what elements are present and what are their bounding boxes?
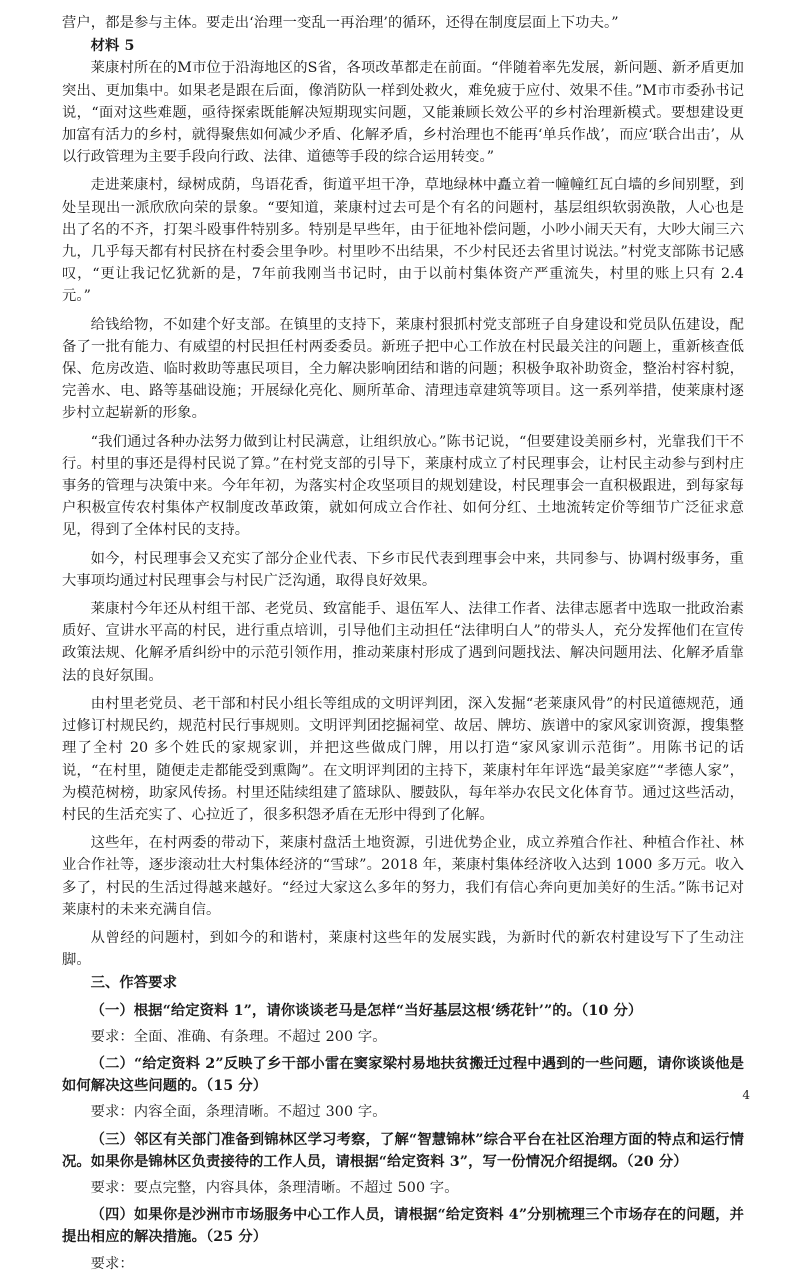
material-5-paragraph-7: 由村里老党员、老干部和村民小组长等组成的文明评判团，深入发掘“老莱康风骨”的村民道德规范，通过修订村规民约，规范村民行事规则。文明评判团挖掘祠堂、故居、牌坊、族谱中的家风家训资源，搜集整理了全村 20 多个姓氏的家规家训，并把这些做成门牌，用以打造“家风家训示范街”。用陈书记的话说，“在村里，随便走走都能受到熏陶”。在文明评判团的主持下，莱康村年年评选“最美家庭”“孝德人家”，为模范树榜，助家风传扬。村里还陆续组建了篮球队、腰鼓队，每年举办农民文化体育节。通过这些活动，村民的生活充实了、心拉近了，很多积怨矛盾在无形中得到了化解。 [62, 695, 744, 823]
material-5-paragraph-2: 走进莱康村，绿树成荫，鸟语花香，街道平坦干净，草地绿林中矗立着一幢幢红瓦白墙的乡间别墅，到处呈现出一派欣欣向荣的景象。“要知道，莱康村过去可是个有名的问题村，基层组织软弱涣散，人心也是出了名的不齐，打架斗殴事件特别多。特别是早些年，由于征地补偿问题，小吵小闹天天有，大吵大闹三六九，几乎每天都有村民挤在村委会里争吵。村里吵不出结果，不少村民还去省里讨说法。”村党支部陈书记感叹，“更让我记忆犹新的是，7年前我刚当书记时，由于以前村集体资产严重流失，村里的账上只有 2.4 元。” [62, 177, 744, 305]
answer-requirements [62, 1000, 744, 1275]
material-5-body [62, 57, 744, 971]
question-2-requirement: 要求：内容全面，条理清晰。不超过 300 字。 [90, 1104, 387, 1121]
material-5-paragraph-8: 这些年，在村两委的带动下，莱康村盘活土地资源，引进优势企业，成立养殖合作社、种植合作社、林业合作社等，逐步滚动壮大村集体经济的“雪球”。2018 年，莱康村集体经济收入达到 1000 多万元。收入多了，村民的生活过得越来越好。“经过大家这么多年的努力，我们有信心奔向更加美好的生活。”陈书记对莱康村的未来充满自信。 [62, 835, 744, 918]
material-5-heading: 材料 5 [90, 38, 135, 55]
material-5-paragraph-6: 莱康村今年还从村组干部、老党员、致富能手、退伍军人、法律工作者、法律志愿者中选取一批政治素质好、宣讲水平高的村民，进行重点培训，引导他们主动担任“法律明白人”的带头人，充分发挥他们在宣传政策法规、化解矛盾纠纷中的示范引领作用，推动莱康村形成了遇到问题找法、解决问题用法、化解矛盾靠法的良好氛围。 [62, 601, 744, 684]
material-5-paragraph-4: “我们通过各种办法努力做到让村民满意，让组织放心。”陈书记说，“但要建设美丽乡村，光靠我们干不行。村里的事还是得村民说了算。”在村党支部的引导下，莱康村成立了村民理事会，让村民主动参与到村庄事务的管理与决策中来。今年年初，为落实村企攻坚项目的规划建设，村民理事会一直积极跟进，到每家每户积极宣传农村集体产权制度改革政策，就如何成立合作社、如何分红、土地流转定价等细节广泛征求意见，得到了全体村民的支持。 [62, 433, 744, 539]
question-3-requirement: 要求：要点完整，内容具体，条理清晰。不超过 500 字。 [90, 1179, 459, 1196]
material-5-paragraph-3: 给钱给物，不如建个好支部。在镇里的支持下，莱康村狠抓村党支部班子自身建设和党员队伍建设，配备了一批有能力、有威望的村民担任村两委委员。新班子把中心工作放在村民最关注的问题上，重新核查低保、危房改造、临时救助等惠民项目，全力解决影响团结和谐的问题；积极争取补助资金，整治村容村貌，完善水、电、路等基础设施；开展绿化亮化、厕所革命、清理违章建筑等项目。这一系列举措，使莱康村逐步村立起崭新的形象。 [62, 316, 744, 422]
intro-fragment: 营户，都是参与主体。要走出‘治理一变乱一再治理’的循环，还得在制度层面上下功夫。” [62, 15, 619, 31]
material-5-paragraph-5: 如今，村民理事会又充实了部分企业代表、下乡市民代表到理事会中来，共同参与、协调村级事务，重大事项均通过村民理事会与村民广泛沟通，取得良好效果。 [62, 550, 744, 589]
page-number: 4 [742, 1088, 750, 1102]
question-4-prompt: （四）如果你是沙洲市市场服务中心工作人员，请根据“给定资料 4”分别梳理三个市场存在的问题，并提出相应的解决措施。（25 分） [62, 1207, 744, 1246]
question-2-prompt: （二）“给定资料 2”反映了乡干部小雷在窦家梁村易地扶贫搬迁过程中遇到的一些问题，请你谈谈他是如何解决这些问题的。（15 分） [62, 1055, 744, 1095]
section-3-heading: 三、作答要求 [90, 975, 177, 992]
material-5-paragraph-9: 从曾经的问题村，到如今的和谐村，莱康村这些年的发展实践，为新时代的新农村建设写下了生动注脚。 [62, 929, 744, 969]
question-1-requirement: 要求：全面、准确、有条理。不超过 200 字。 [90, 1028, 387, 1045]
question-1-prompt: （一）根据“给定资料 1”，请你谈谈老马是怎样“当好基层这根‘绣花针’”的。（10 分） [90, 1002, 643, 1019]
material-5-paragraph-1: 莱康村所在的M市位于沿海地区的S省，各项改革都走在前面。“伴随着率先发展，新问题、新矛盾更加突出、更加集中。如果老是跟在后面，像消防队一样到处救火，难免疲于应付、效果不佳。”M市市委孙书记说，“面对这些难题，亟待探索既能解决短期现实问题，又能兼顾长效公平的乡村治理新模式。要想建设更加富有活力的乡村，就得聚焦如何减少矛盾、化解矛盾，乡村治理也不能再‘单兵作战’，而应‘联合出击’，从以行政管理为主要手段向行政、法律、道德等手段的综合运用转变。” [62, 60, 744, 166]
question-3-prompt: （三）邻区有关部门准备到锦林区学习考察，了解“智慧锦林”综合平台在社区治理方面的特点和运行情况。如果你是锦林区负责接待的工作人员，请根据“给定资料 3”，写一份情况介绍提纲。（20 分） [62, 1131, 744, 1170]
question-4-requirement: 要求： [90, 1255, 134, 1272]
